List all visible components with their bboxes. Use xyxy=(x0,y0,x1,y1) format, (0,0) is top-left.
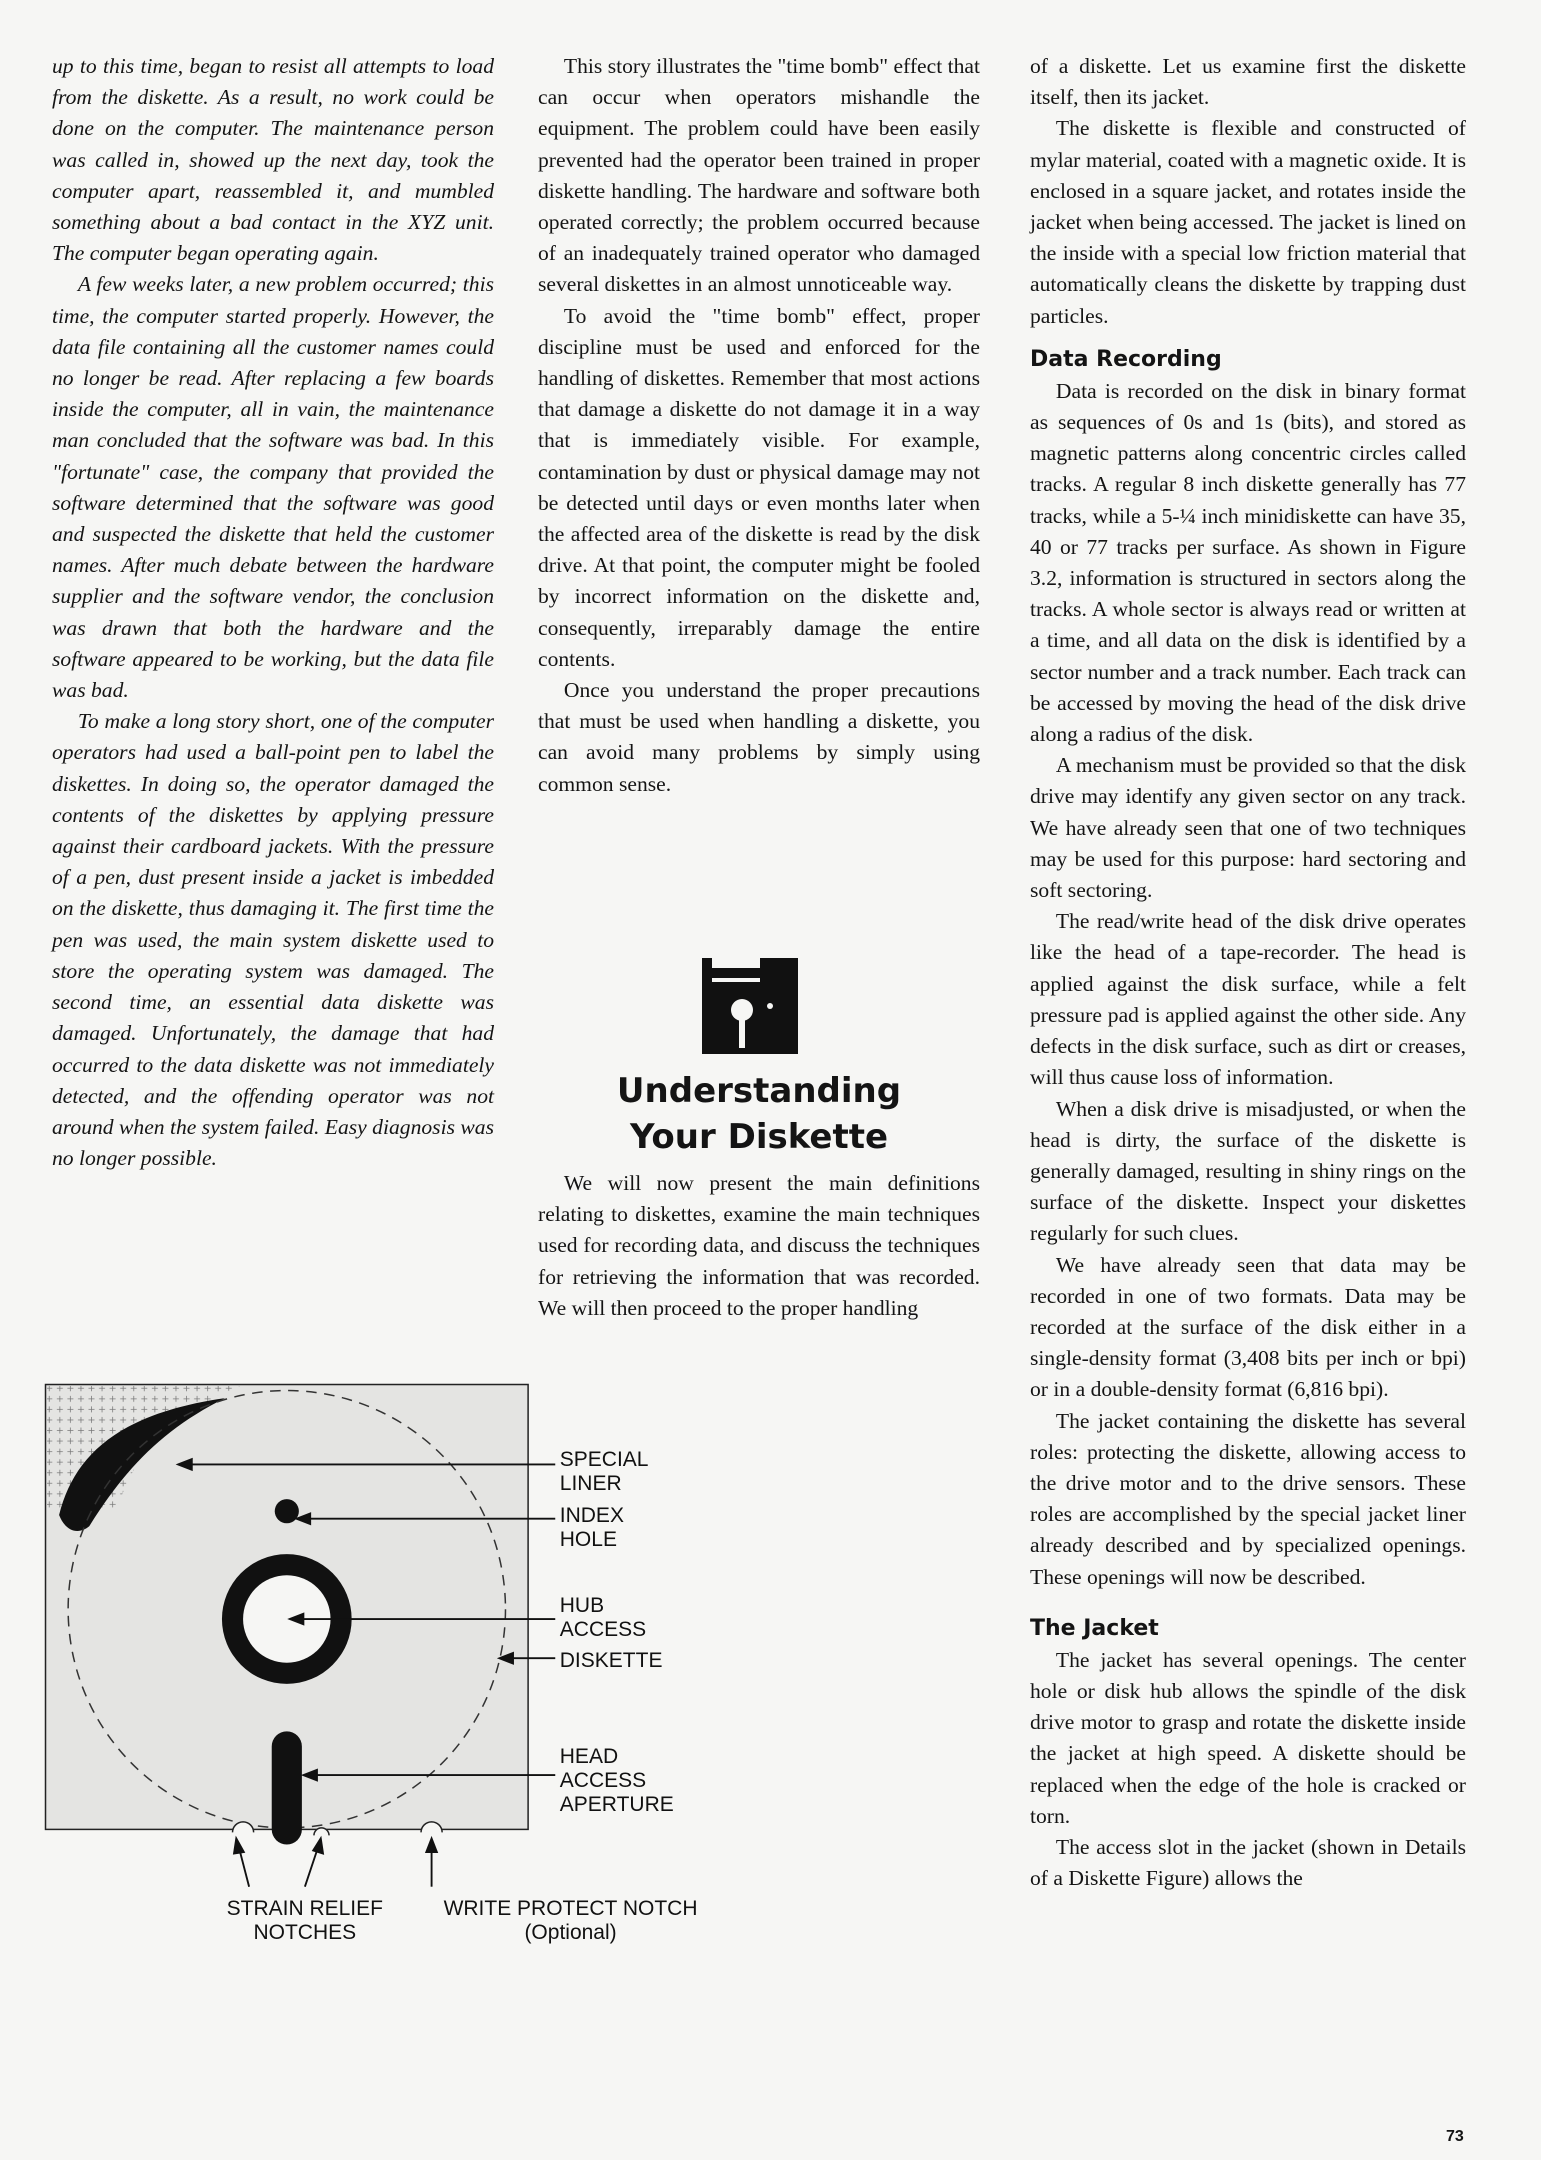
diskette-icon xyxy=(702,958,798,1054)
column-2 xyxy=(538,51,980,800)
paragraph: The jacket has several openings. The center hole or disk hub allows the spindle of the disk drive motor to grasp and rotate the diskette inside the jacket at high speed. A diskette should be replaced when the edge of the hole is cracked or torn. xyxy=(1030,1647,1466,1828)
page-number: 73 xyxy=(1446,2128,1464,2145)
head-access-aperture xyxy=(272,1731,302,1844)
column-3 xyxy=(1030,51,1466,1894)
label-hub-access xyxy=(560,1594,700,1642)
paragraph: The jacket containing the diskette has several roles: protecting the diskette, allowing access to the drive motor and to the drive sensors. These roles are accomplished by the special jacket liner already described and by specialized openings. These openings will now be described. xyxy=(1030,1408,1466,1589)
label-line: LINER xyxy=(559,1471,622,1495)
paragraph: To avoid the "time bomb" effect, proper discipline must be used and enforced for the handling of diskettes. Remember that most actions that damage a diskette do not damage it in a way that is immediately visible. For example, contamination by dust or physical damage may not be detected until days or even months later when the affected area of the diskette is read by the disk drive. At that point, the computer might be fooled by incorrect information on the diskette and, consequently, irreparably damage the entire contents. xyxy=(538,303,980,671)
label-diskette xyxy=(560,1649,700,1673)
label-line: INDEX xyxy=(559,1503,624,1527)
label-line: SPECIAL xyxy=(559,1447,649,1471)
paragraph: We have already seen that data may be recorded in one of two formats. Data may be recorded at the surface of the disk either in a single-density format (3,408 bits per inch or bpi) or in a double-density format (6,816 bpi). xyxy=(1030,1252,1466,1402)
label-line: HUB xyxy=(559,1594,605,1618)
paragraph: To make a long story short, one of the computer operators had used a ball-point pen to label the diskettes. In doing so, the operator damaged the contents of the diskettes by applying pressure against their cardboard jackets. With the pressure of a pen, dust present inside a jacket is imbedded on the diskette, thus damaging it. The first time the pen was used, the main system diskette used to store the operating system was damaged. The second time, an essential data diskette was damaged. Unfortunately, the damage that had occurred to the data diskette was not immediately detected, and the offending operator was not around when the system failed. Easy diagnosis was no longer possible. xyxy=(52,709,494,1171)
label-write-protect-notch xyxy=(426,1897,716,1945)
label-head-access-aperture xyxy=(560,1745,700,1817)
label-line: ACCESS xyxy=(559,1618,647,1642)
label-line: WRITE PROTECT NOTCH xyxy=(443,1897,698,1921)
paragraph: of a diskette. Let us examine first the diskette itself, then its jacket. xyxy=(1030,54,1466,110)
column-1 xyxy=(52,51,494,1174)
column-2-intro xyxy=(538,1168,980,1324)
paragraph: A few weeks later, a new problem occurred; this time, the computer started properly. However, the data file containing all the customer names could no longer be read. After replacing a few boards inside the computer, all in vain, the maintenance man concluded that the software was bad. In this "fortunate" case, the company that provided the software determined that the software was good and suspected the diskette that held the customer names. After much debate between the hardware supplier and the software vendor, the conclusion was drawn that both the hardware and the software appeared to be working, but the data file was bad. xyxy=(52,272,494,703)
heading-line: Your Diskette xyxy=(629,1117,889,1157)
index-hole xyxy=(275,1499,299,1523)
paragraph: When a disk drive is misadjusted, or when the head is dirty, the surface of the diskette is generally damaged, resulting in shiny rings on the surface of the diskette. Inspect your diskettes regularly for such clues. xyxy=(1030,1096,1466,1246)
paragraph: A mechanism must be provided so that the disk drive may identify any given sector on any track. We have already seen that one of two techniques may be used for this purpose: hard sectoring and soft sectoring. xyxy=(1030,753,1466,903)
label-strain-relief-notches xyxy=(195,1897,415,1945)
label-line: HOLE xyxy=(559,1527,617,1551)
paragraph: The read/write head of the disk drive operates like the head of a tape-recorder. The head is applied against the disk surface, while a felt pressure pad is applied against the other side. Any defects in the disk surface, such as dirt or creases, will thus cause loss of information. xyxy=(1030,909,1466,1090)
paragraph: The diskette is flexible and constructed of mylar material, coated with a magnetic oxide. It is enclosed in a square jacket, and rotates inside the jacket when being accessed. The jacket is lined on the inside with a special low friction material that automatically cleans the diskette by trapping dust particles. xyxy=(1030,116,1466,328)
section-title: The Jacket xyxy=(1030,1615,1159,1641)
diskette-drawing xyxy=(44,1383,864,1941)
paragraph: up to this time, began to resist all attempts to load from the diskette. As a result, no work could be done on the computer. The maintenance person was called in, showed up the next day, took the computer apart, reassembled it, and mumbled something about a bad contact in the XYZ unit. The computer began operating again. xyxy=(52,54,494,266)
label-line: APERTURE xyxy=(559,1792,674,1816)
paragraph: Once you understand the proper precautions that must be used when handling a diskette, you can avoid many problems by simply using common sense. xyxy=(538,678,980,796)
section-title: Data Recording xyxy=(1030,346,1222,372)
label-special-liner xyxy=(560,1448,700,1496)
paragraph: Data is recorded on the disk in binary format as sequences of 0s and 1s (bits), and stored as magnetic patterns along concentric circles called tracks. A regular 8 inch diskette generally has 77 tracks, while a 5-¼ inch minidiskette can have 35, 40 or 77 tracks per surface. As shown in Figure 3.2, information is structured in sectors along the tracks. A whole sector is always read or written at a time, and all data on the disk is identified by a sector number and a track number. Each track can be accessed by moving the head of the disk drive along a radius of the disk. xyxy=(1030,378,1466,747)
paragraph: We will now present the main definitions relating to diskettes, examine the main techniques used for recording data, and discuss the techniques for retrieving the information that was recorded. We will then proceed to the proper handling xyxy=(538,1171,980,1320)
label-line: STRAIN RELIEF xyxy=(226,1897,383,1921)
label-line: NOTCHES xyxy=(253,1921,357,1945)
paragraph: This story illustrates the "time bomb" effect that can occur when operators mishandle the equipment. The problem could have been easily prevented had the operator been trained in proper diskette handling. The hardware and software both operated correctly; the problem occurred because of an inadequately trained operator who damaged several diskettes in an almost unnoticeable way. xyxy=(538,54,980,297)
label-line: HEAD xyxy=(559,1744,619,1768)
section-heading xyxy=(538,1068,980,1160)
label-index-hole xyxy=(560,1504,700,1552)
label-line: ACCESS xyxy=(559,1768,647,1792)
label-line: DISKETTE xyxy=(559,1649,663,1673)
diskette-diagram xyxy=(44,1383,864,1945)
label-line: (Optional) xyxy=(524,1921,617,1945)
paragraph: The access slot in the jacket (shown in Details of a Diskette Figure) allows the xyxy=(1030,1834,1466,1891)
heading-line: Understanding xyxy=(616,1071,902,1111)
